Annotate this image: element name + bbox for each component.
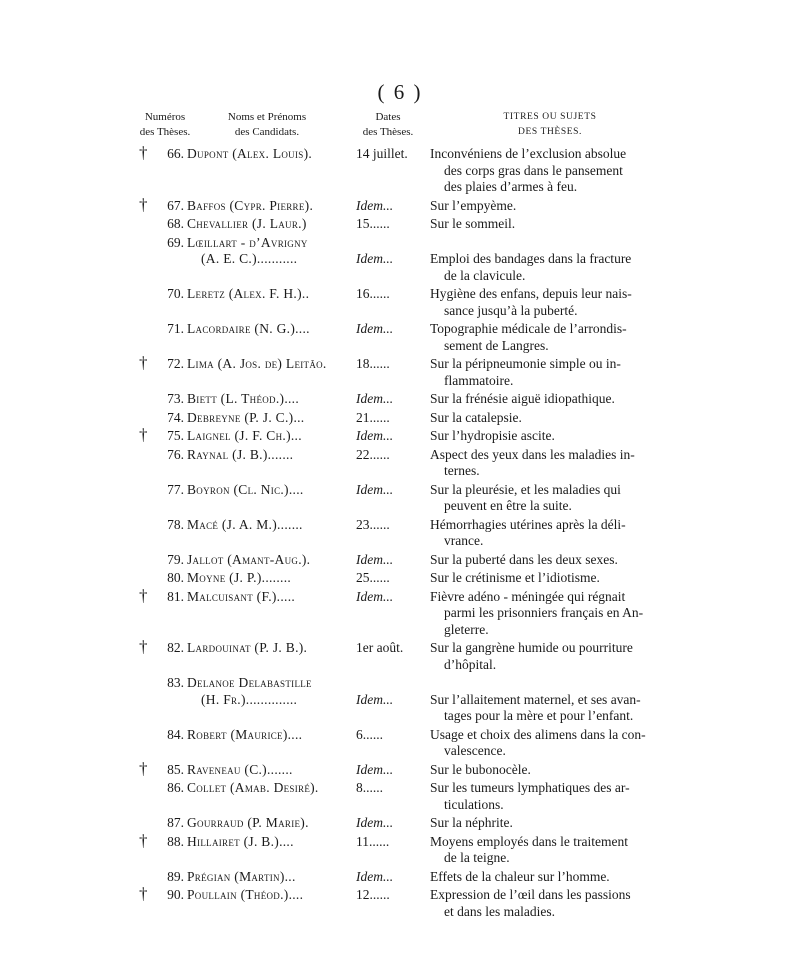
these-entry bbox=[0, 447, 800, 480]
these-title-continued: d’hôpital. bbox=[444, 656, 497, 672]
candidate-name: Robert (Maurice).... bbox=[187, 726, 303, 742]
candidate-name: Jallot (Amant-Aug.). bbox=[187, 551, 311, 567]
candidate-name: Delanoe Delabastille (H. Fr.).............. bbox=[187, 675, 355, 708]
these-number: 85. bbox=[167, 761, 184, 777]
these-date: 15...... bbox=[356, 216, 390, 231]
these-title-continued: vrance. bbox=[444, 533, 484, 548]
candidate-name: Lima (A. Jos. de) Leitão. bbox=[187, 356, 327, 371]
candidate-name: Laignel (J. F. Ch.)... bbox=[187, 428, 302, 443]
theses-list bbox=[0, 143, 800, 920]
these-date: 23...... bbox=[356, 516, 390, 532]
these-number: 86. bbox=[167, 780, 184, 795]
these-date: Idem... bbox=[356, 321, 394, 336]
these-title-continued: sance jusqu’à la puberté. bbox=[444, 302, 578, 318]
these-entry bbox=[0, 884, 800, 920]
these-date: 22...... bbox=[356, 446, 390, 462]
these-title-continued: tages pour la mère et pour l’enfant. bbox=[444, 708, 634, 723]
candidate-name: Poullain (Théod.).... bbox=[187, 887, 304, 902]
these-date: 11...... bbox=[356, 833, 390, 849]
these-date: Idem... bbox=[356, 251, 394, 266]
these-date: 8...... bbox=[356, 780, 383, 795]
candidate-name: Raynal (J. B.)....... bbox=[187, 446, 294, 462]
these-title: Usage et choix des alimens dans la con- valescence. bbox=[430, 727, 665, 760]
header-dates: Dates des Thèses. bbox=[362, 111, 414, 138]
candidate-name: Prégian (Martin)... bbox=[187, 868, 296, 884]
these-title: Aspect des yeux dans les maladies in- ternes. bbox=[430, 447, 665, 480]
header-numeros: Numéros des Thèses. bbox=[139, 111, 191, 138]
these-date: Idem... bbox=[356, 391, 394, 406]
these-number: 67. bbox=[167, 197, 184, 213]
these-title-continued: ternes. bbox=[444, 463, 480, 478]
candidate-name: Baffos (Cypr. Pierre). bbox=[187, 197, 314, 213]
these-title: Sur la catalepsie. bbox=[430, 409, 522, 425]
these-entry bbox=[0, 286, 800, 319]
these-title: Sur la gangrène humide ou pourriture d’hôpital. bbox=[430, 640, 665, 673]
these-entry bbox=[0, 675, 800, 725]
these-number: 81. bbox=[167, 588, 184, 604]
these-entry bbox=[0, 353, 800, 389]
these-date: Idem... bbox=[356, 761, 394, 777]
these-number: 82. bbox=[167, 640, 184, 655]
these-number: 73. bbox=[167, 391, 184, 406]
these-title-continued: flammatoire. bbox=[444, 372, 514, 388]
these-title-continued: de la clavicule. bbox=[444, 267, 526, 283]
these-title: Sur l’empyème. bbox=[430, 197, 517, 213]
candidate-name: Moyne (J. P.)........ bbox=[187, 570, 292, 585]
candidate-name: Collet (Amab. Desiré). bbox=[187, 780, 319, 795]
these-date: Idem... bbox=[356, 815, 394, 830]
these-title: Sur l’allaitement maternel, et ses avan- tages pour la mère et pour l’enfant. bbox=[430, 675, 665, 725]
page-number: ( 6 ) bbox=[377, 80, 423, 104]
these-date: Idem... bbox=[356, 481, 394, 497]
these-number: 87. bbox=[167, 815, 184, 830]
these-entry bbox=[0, 780, 800, 813]
these-title: Expression de l’œil dans les passions et dans les maladies. bbox=[430, 887, 665, 920]
candidate-name-continued: (A. E. C.)........... bbox=[201, 251, 298, 266]
header-titres: TITRES OU SUJETS DES THÈSES. bbox=[503, 112, 597, 137]
these-entry bbox=[0, 410, 800, 427]
these-date: Idem... bbox=[356, 588, 394, 604]
these-number: 72. bbox=[167, 356, 184, 371]
these-number: 84. bbox=[167, 726, 184, 742]
these-title-continued: gleterre. bbox=[444, 621, 489, 637]
these-title: Sur l’hydropisie ascite. bbox=[430, 428, 555, 443]
deceased-cross-icon: † bbox=[139, 637, 148, 656]
candidate-name: Macé (J. A. M.)....... bbox=[187, 516, 303, 532]
deceased-cross-icon: † bbox=[139, 758, 148, 778]
candidate-name: Lacordaire (N. G.).... bbox=[187, 321, 310, 336]
these-date: 25...... bbox=[356, 570, 390, 585]
these-title: Sur la pleurésie, et les maladies qui peuvent en être la suite. bbox=[430, 482, 665, 515]
these-date: 12...... bbox=[356, 887, 390, 902]
deceased-cross-icon: † bbox=[139, 585, 148, 605]
these-date: 1er août. bbox=[356, 640, 404, 655]
these-title: Sur le sommeil. bbox=[430, 216, 516, 231]
these-number: 68. bbox=[167, 216, 184, 231]
these-entry bbox=[0, 815, 800, 832]
these-title: Emploi des bandages dans la fracture de la clavicule. bbox=[430, 235, 665, 285]
candidate-name-continued: (H. Fr.).............. bbox=[201, 691, 298, 707]
candidate-name: Hillairet (J. B.).... bbox=[187, 833, 294, 849]
these-title: Topographie médicale de l’arrondis- sement de Langres. bbox=[430, 321, 665, 354]
these-entry bbox=[0, 143, 800, 196]
these-title: Sur la néphrite. bbox=[430, 815, 513, 830]
these-title: Sur la frénésie aiguë idiopathique. bbox=[430, 391, 615, 406]
candidate-name: Boyron (Cl. Nic.).... bbox=[187, 481, 304, 497]
these-number: 79. bbox=[167, 551, 184, 567]
these-entry bbox=[0, 235, 800, 285]
these-title-continued: de la teigne. bbox=[444, 850, 510, 865]
candidate-name: Raveneau (C.)....... bbox=[187, 761, 293, 777]
these-entry bbox=[0, 869, 800, 886]
these-title: Sur le bubonocèle. bbox=[430, 761, 531, 777]
these-title: Inconvéniens de l’exclusion absolue des corps gras dans le pansement des plaies d’armes à feu. bbox=[430, 146, 665, 196]
candidate-name: Debreyne (P. J. C.)... bbox=[187, 409, 305, 425]
these-number: 83. bbox=[167, 675, 184, 690]
candidate-name: Chevallier (J. Laur.) bbox=[187, 216, 307, 231]
these-number: 74. bbox=[167, 409, 184, 425]
these-title: Sur les tumeurs lymphatiques des ar- ticulations. bbox=[430, 780, 665, 813]
these-number: 90. bbox=[167, 887, 184, 902]
candidate-name: Biett (L. Théod.).... bbox=[187, 391, 300, 406]
these-entry bbox=[0, 570, 800, 587]
these-entry bbox=[0, 321, 800, 354]
these-title: Effets de la chaleur sur l’homme. bbox=[430, 868, 610, 884]
these-date: Idem... bbox=[356, 691, 394, 707]
deceased-cross-icon: † bbox=[139, 194, 148, 214]
these-entry bbox=[0, 637, 800, 673]
these-number: 71. bbox=[167, 321, 184, 336]
these-title: Hygiène des enfans, depuis leur nais- sance jusqu’à la puberté. bbox=[430, 286, 665, 319]
candidate-name: Malcuisant (F.)..... bbox=[187, 588, 296, 604]
these-date: Idem... bbox=[356, 868, 394, 884]
these-entry bbox=[0, 758, 800, 779]
these-number: 88. bbox=[167, 833, 184, 849]
these-date: 6...... bbox=[356, 726, 383, 742]
these-title: Fièvre adéno - méningée qui régnait parmi les prisonniers français en An- gleterre. bbox=[430, 589, 665, 639]
these-entry bbox=[0, 585, 800, 639]
these-title-continued: des plaies d’armes à feu. bbox=[444, 179, 578, 194]
these-title: Sur le crétinisme et l’idiotisme. bbox=[430, 570, 600, 585]
candidate-name: Gourraud (P. Marie). bbox=[187, 815, 309, 830]
these-title-continued: peuvent en être la suite. bbox=[444, 498, 572, 513]
these-number: 80. bbox=[167, 570, 184, 585]
these-entry bbox=[0, 194, 800, 215]
these-title-continued: sement de Langres. bbox=[444, 337, 549, 353]
these-title-continued: des corps gras dans le pansement bbox=[444, 162, 623, 178]
these-date: 14 juillet. bbox=[356, 146, 408, 161]
these-title: Hémorrhagies utérines après la déli- vrance. bbox=[430, 517, 665, 550]
these-date: Idem... bbox=[356, 428, 394, 443]
these-title-continued: parmi les prisonniers français en An- bbox=[444, 605, 644, 620]
these-entry bbox=[0, 482, 800, 515]
these-entry bbox=[0, 517, 800, 550]
these-entry bbox=[0, 727, 800, 760]
these-number: 75. bbox=[167, 428, 184, 443]
these-date: Idem... bbox=[356, 197, 394, 213]
these-entry bbox=[0, 425, 800, 445]
these-number: 89. bbox=[167, 868, 184, 884]
these-title-continued: ticulations. bbox=[444, 796, 504, 812]
deceased-cross-icon: † bbox=[139, 884, 148, 903]
these-date: 18...... bbox=[356, 356, 390, 371]
candidate-name: Lardouinat (P. J. B.). bbox=[187, 640, 308, 655]
these-title: Sur la puberté dans les deux sexes. bbox=[430, 551, 618, 567]
these-number: 76. bbox=[167, 446, 184, 462]
candidate-name: Lœillart - d’Avrigny (A. E. C.)........... bbox=[187, 235, 355, 268]
these-number: 70. bbox=[167, 286, 184, 301]
these-entry bbox=[0, 552, 800, 569]
these-number: 77. bbox=[167, 481, 184, 497]
deceased-cross-icon: † bbox=[139, 353, 148, 372]
deceased-cross-icon: † bbox=[139, 143, 148, 162]
candidate-name: Leretz (Alex. F. H.).. bbox=[187, 286, 310, 301]
these-entry bbox=[0, 830, 800, 867]
these-title: Sur la péripneumonie simple ou in- flammatoire. bbox=[430, 356, 665, 389]
these-title-continued: valescence. bbox=[444, 743, 506, 758]
these-number: 69. bbox=[167, 234, 184, 250]
these-number: 78. bbox=[167, 516, 184, 532]
these-date: 16...... bbox=[356, 286, 390, 301]
these-title: Moyens employés dans le traitement de la teigne. bbox=[430, 834, 665, 867]
these-entry bbox=[0, 216, 800, 233]
these-date: 21...... bbox=[356, 409, 390, 425]
these-entry bbox=[0, 391, 800, 408]
these-date: Idem... bbox=[356, 551, 394, 567]
header-noms: Noms et Prénoms des Candidats. bbox=[227, 111, 307, 138]
deceased-cross-icon: † bbox=[139, 830, 148, 850]
deceased-cross-icon: † bbox=[139, 425, 148, 444]
these-title-continued: et dans les maladies. bbox=[444, 903, 555, 919]
these-number: 66. bbox=[167, 146, 184, 161]
candidate-name: Dupont (Alex. Louis). bbox=[187, 146, 313, 161]
